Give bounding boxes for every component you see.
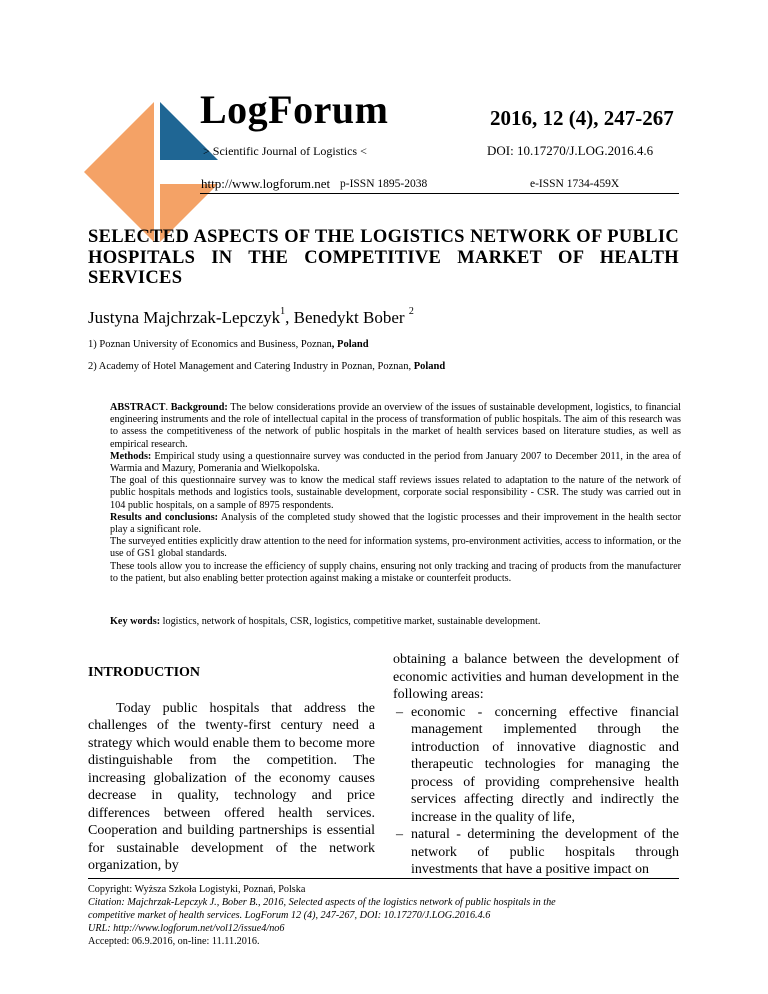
affiliation-1 xyxy=(88,339,369,350)
author-separator: , xyxy=(285,308,294,327)
background-label: Background: xyxy=(170,402,228,413)
author-2-affiliation-mark: 2 xyxy=(408,306,414,317)
affiliation-1-text: 1) Poznan University of Economics and Business, Poznan xyxy=(88,339,332,350)
authors xyxy=(88,308,414,328)
footer-divider xyxy=(88,878,679,879)
abstract-results-para2: The surveyed entities explicitly draw attention to the need for information systems, pro-environment activities, access to information, or the use of GS1 global standards. xyxy=(110,536,681,560)
introduction-heading: INTRODUCTION xyxy=(88,665,201,680)
header-divider xyxy=(200,193,679,194)
keywords-text: logistics, network of hospitals, CSR, logistics, competitive market, sustainable development. xyxy=(160,616,541,627)
body-left-column xyxy=(88,664,375,875)
volume-pages: 2016, 12 (4), 247-267 xyxy=(490,106,674,130)
body-right-column xyxy=(393,651,679,879)
affiliation-2 xyxy=(88,361,445,372)
right-column-paragraph: obtaining a balance between the development of economic activities and human development in the following areas: xyxy=(393,652,679,702)
keywords-label: Key words: xyxy=(110,616,161,627)
list-item xyxy=(393,826,679,879)
keywords xyxy=(110,616,681,627)
author-2: Benedykt Bober xyxy=(293,308,409,327)
citation-line-2: competitive market of health services. LogForum 12 (4), 247-267, DOI: 10.17270/J.LOG.2016.4.6 xyxy=(88,910,491,921)
list-item-text: natural - determining the development of the network of public hospitals through investments that have a positive impact on xyxy=(411,827,679,877)
abstract-results-para3: These tools allow you to increase the efficiency of supply chains, ensuring not only tracking and tracing of products from the manufacturer to the patient, but also enabling better protection against making a mistake or counterfeit products. xyxy=(110,560,681,584)
list-item xyxy=(393,704,679,827)
abstract-methods-para2: The goal of this questionnaire survey was to know the medical staff reviews issues related to adaptation to the nature of the network of public hospitals methods and logistics tools, sustainable development, corporate social responsibility - CSR. The study was carried out in 104 public hospitals, on a sample of 8975 respondents. xyxy=(110,475,681,511)
introduction-paragraph: Today public hospitals that address the challenges of the twenty-first century need a strategy which would enable them to become more distinguishable from the competition. The increasing globalization of the economy causes decrease in quality, technology and price differences between offered health services. Cooperation and building partnerships is essential for sustainable development of the network organization, by xyxy=(88,700,375,873)
author-1: Justyna Majchrzak-Lepczyk xyxy=(88,308,281,327)
abstract-label: ABSTRACT xyxy=(110,402,166,413)
article-url[interactable]: URL: http://www.logforum.net/vol12/issue4/no6 xyxy=(88,923,285,934)
footer xyxy=(88,883,679,948)
author-1-affiliation-mark: 1 xyxy=(280,306,286,317)
methods-text: Empirical study using a questionnaire survey was conducted in the period from January 2007 to December 2011, in the area of Warmia and Mazury, Pomerania and Wielkopolska. xyxy=(110,450,681,475)
abstract xyxy=(110,402,681,585)
publication-dates: Accepted: 06.9.2016, on-line: 11.11.2016. xyxy=(88,936,260,947)
methods-label: Methods: xyxy=(110,450,152,462)
results-text: Analysis of the completed study showed that the logistic processes and their improvement in the health sector play a significant role. xyxy=(110,511,681,536)
abstract-methods xyxy=(110,451,681,475)
journal-name: LogForum xyxy=(200,87,389,132)
doi: DOI: 10.17270/J.LOG.2016.4.6 xyxy=(487,143,654,158)
results-label: Results and conclusions: xyxy=(110,511,219,523)
abstract-background xyxy=(110,402,681,451)
citation-line-1: Citation: Majchrzak-Lepczyk J., Bober B., 2016, Selected aspects of the logistics network of public hospitals in the xyxy=(88,897,556,908)
bullet-dash: – xyxy=(396,827,403,842)
abstract-results xyxy=(110,512,681,536)
list-item-text: economic - concerning effective financial management implemented through the introduction of innovative diagnostic and therapeutic technologies for managing the process of providing comprehensive health services affecting directly and indirectly the increase in the quality of life, xyxy=(411,704,679,825)
affiliation-2-text: 2) Academy of Hotel Management and Catering Industry in Poznan, Poznan, xyxy=(88,361,414,372)
logo-left-triangle xyxy=(84,102,154,242)
abstract-label-sep: . xyxy=(165,402,171,413)
journal-subtitle: > Scientific Journal of Logistics < xyxy=(203,144,367,158)
journal-website-link[interactable]: http://www.logforum.net xyxy=(201,176,331,191)
background-text: The below considerations provide an overview of the issues of sustainable development, logistics, to financial engineering instruments and the role of intellectual capital in the process of transformation of public hospitals. The aim of this research was to assess the competitiveness of the network of public hospitals in the market of health services based on literature studies, as well as empirical research. xyxy=(110,402,682,450)
affiliation-1-country: , Poland xyxy=(331,339,369,350)
copyright: Copyright: Wyższa Szkoła Logistyki, Poznań, Polska xyxy=(88,884,306,895)
bullet-dash: – xyxy=(396,704,403,720)
e-issn: e-ISSN 1734-459X xyxy=(530,178,620,190)
p-issn: p-ISSN 1895-2038 xyxy=(340,178,428,190)
article-title: SELECTED ASPECTS OF THE LOGISTICS NETWORK OF PUBLIC HOSPITALS IN THE COMPETITIVE MARKET OF HEALTH SERVICES xyxy=(88,227,679,288)
affiliation-2-country: Poland xyxy=(413,361,446,372)
